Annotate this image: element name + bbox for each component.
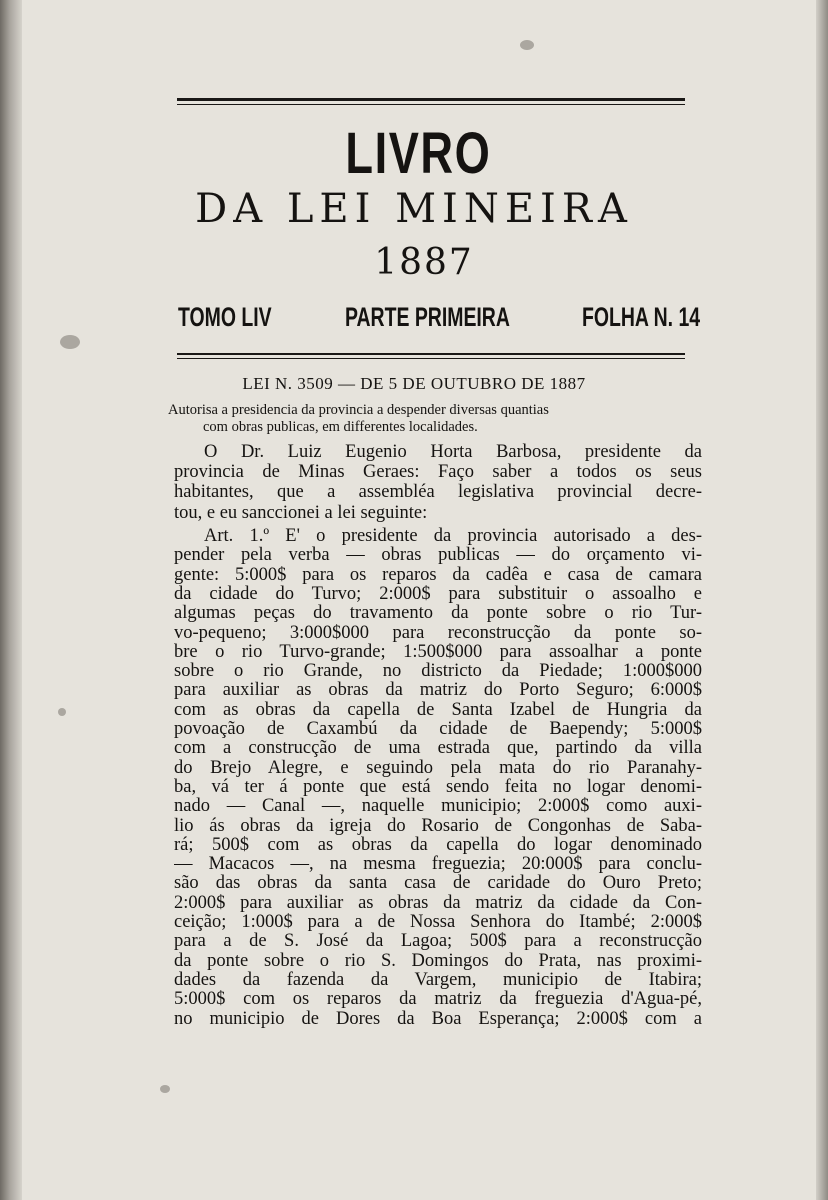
ink-speck — [160, 1085, 170, 1093]
preamble-line: O Dr. Luiz Eugenio Horta Barbosa, presidente da — [204, 442, 702, 462]
ink-speck — [60, 335, 80, 349]
article-line: dades da fazenda da Vargem, municipio de Itabira; — [174, 970, 702, 990]
page-edge — [816, 0, 828, 1200]
article-line: do Brejo Alegre, e seguindo pela mata do rio Paranahy- — [174, 758, 702, 778]
article-line: sobre o rio Grande, no districto da Piedade; 1:000$000 — [174, 661, 702, 681]
article-line: para a de S. José da Lagoa; 500$ para a reconstrucção — [174, 931, 702, 951]
article-line: pender pela verba — obras publicas — do orçamento vi- — [174, 545, 702, 565]
article-line: da cidade do Turvo; 2:000$ para substituir o assoalho e — [174, 584, 702, 604]
article-line: com a construcção de uma estrada que, partindo da villa — [174, 738, 702, 758]
binding-edge — [0, 0, 22, 1200]
preamble-line: provincia de Minas Geraes: Faço saber a todos os seus — [174, 462, 702, 482]
article-line: lio ás obras da igreja do Rosario de Congonhas de Saba- — [174, 816, 702, 836]
ink-speck — [58, 708, 66, 716]
article-line: algumas peças do travamento da ponte sobre o rio Tur- — [174, 603, 702, 623]
title-livro: LIVRO — [345, 121, 492, 186]
header-rule — [177, 353, 685, 355]
article-line: são das obras da santa casa de caridade do Ouro Preto; — [174, 873, 702, 893]
law-heading: LEI N. 3509 — DE 5 DE OUTUBRO DE 1887 — [242, 374, 586, 393]
article-line: gente: 5:000$ para os reparos da cadêa e casa de camara — [174, 565, 702, 585]
law-summary-line: Autorisa a presidencia da provincia a despender diversas quantias — [168, 402, 549, 418]
law-summary-line: com obras publicas, em differentes localidades. — [203, 419, 478, 435]
article-line: ceição; 1:000$ para a de Nossa Senhora do Itambé; 2:000$ — [174, 912, 702, 932]
article-line: no municipio de Dores da Boa Esperança; 2:000$ com a — [174, 1009, 702, 1029]
title-lei-mineira: DA LEI MINEIRA — [195, 186, 633, 232]
parte-label: PARTE PRIMEIRA — [345, 302, 510, 332]
article-line: nado — Canal —, naquelle municipio; 2:000$ como auxi- — [174, 796, 702, 816]
article-line: da ponte sobre o rio S. Domingos do Prata, nas proximi- — [174, 951, 702, 971]
article-line: bre o rio Turvo-grande; 1:500$000 para assoalhar a ponte — [174, 642, 702, 662]
ink-speck — [520, 40, 534, 50]
article-line: — Macacos —, na mesma freguezia; 20:000$ para conclu- — [174, 854, 702, 874]
article-line: ba, vá ter á ponte que está sendo feita no logar denomi- — [174, 777, 702, 797]
preamble-line: habitantes, que a assembléa legislativa provincial decre- — [174, 482, 702, 502]
tomo-label: TOMO LIV — [178, 302, 272, 332]
article-line: rá; 500$ com as obras da capella do logar denominado — [174, 835, 702, 855]
article-line: para auxiliar as obras da matriz do Porto Seguro; 6:000$ — [174, 680, 702, 700]
article-line: povoação de Caxambú da cidade de Baependy; 5:000$ — [174, 719, 702, 739]
top-rule-thin — [177, 104, 685, 105]
title-year: 1887 — [374, 242, 474, 283]
article-line: vo-pequeno; 3:000$000 para reconstrucção da ponte so- — [174, 623, 702, 643]
article-line: Art. 1.º E' o presidente da provincia autorisado a des- — [204, 526, 702, 546]
article-line: com as obras da capella de Santa Izabel de Hungria da — [174, 700, 702, 720]
top-rule — [177, 98, 685, 101]
article-line: 2:000$ para auxiliar as obras da matriz da cidade da Con- — [174, 893, 702, 913]
folha-label: FOLHA N. 14 — [582, 302, 701, 332]
preamble-line: tou, e eu sanccionei a lei seguinte: — [174, 503, 428, 523]
header-rule-thin — [177, 358, 685, 359]
article-line: 5:000$ com os reparos da matriz da freguezia d'Agua-pé, — [174, 989, 702, 1009]
